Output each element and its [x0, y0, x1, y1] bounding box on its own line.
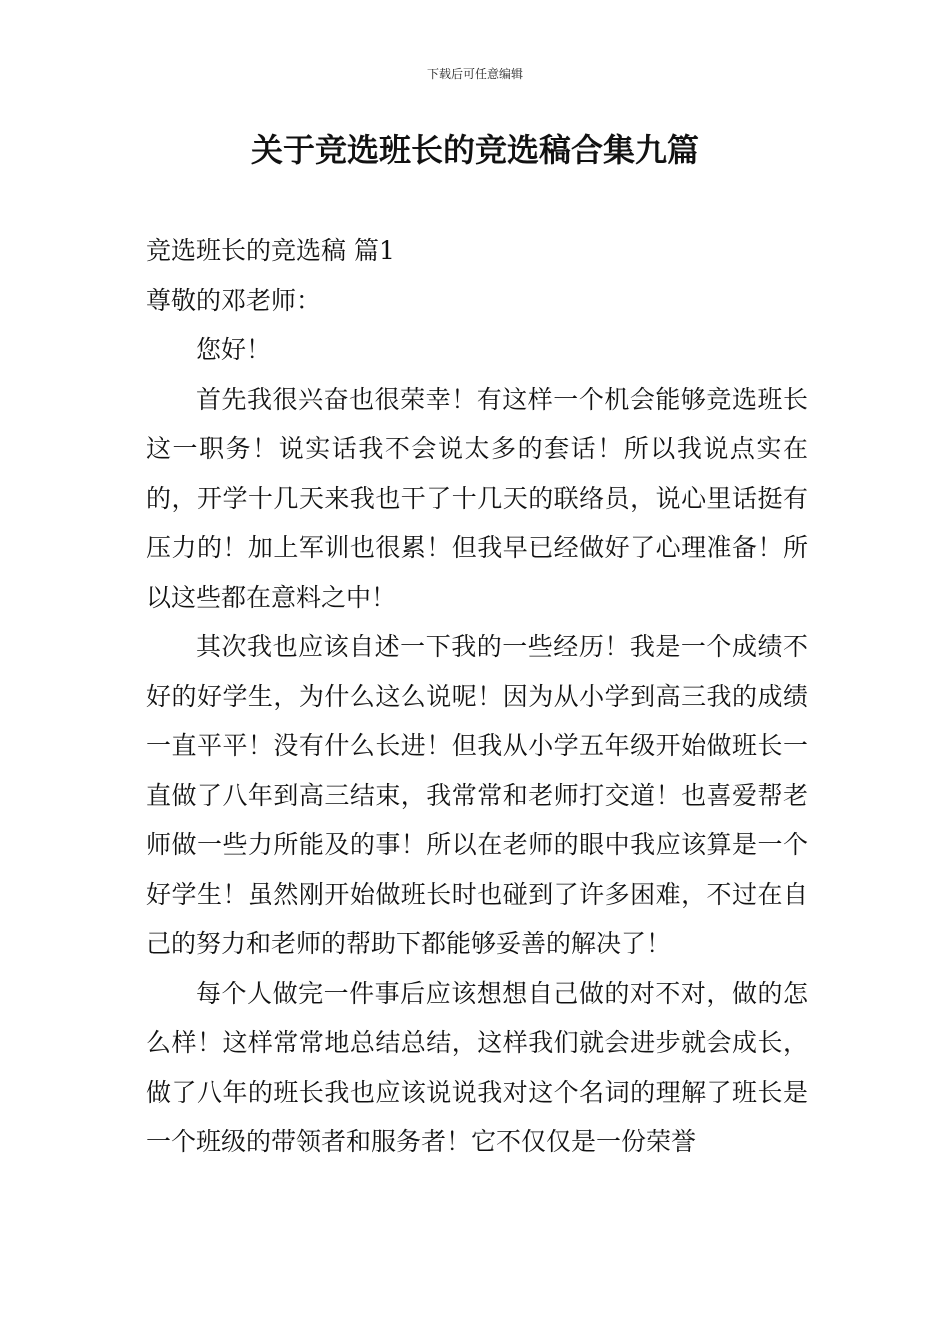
document-title: 关于竞选班长的竞选稿合集九篇: [250, 131, 699, 169]
paragraph: 其次我也应该自述一下我的一些经历！我是一个成绩不好的好学生，为什么这么说呢！因为从小学到高三我的成绩一直平平！没有什么长进！但我从小学五年级开始做班长一直做了八年到高三结束，我常常和老师打交道！也喜爱帮老师做一些力所能及的事！所以在老师的眼中我应该算是一个好学生！虽然刚开始做班长时也碰到了许多困难，不过在自己的努力和老师的帮助下都能够妥善的解决了！: [146, 632, 808, 958]
paragraph: 每个人做完一件事后应该想想自己做的对不对，做的怎么样！这样常常地总结总结，这样我们就会进步就会成长，做了八年的班长我也应该说说我对这个名词的理解了班长是一个班级的带领者和服务者！它不仅仅是一份荣誉: [146, 978, 808, 1156]
salutation: 尊敬的邓老师：: [146, 285, 322, 315]
section-heading: 竞选班长的竞选稿 篇1: [146, 236, 395, 265]
document-body: [146, 226, 808, 1167]
header-note: 下载后可任意编辑: [426, 67, 523, 81]
paragraph: 首先我很兴奋也很荣幸！有这样一个机会能够竞选班长这一职务！说实话我不会说太多的套话！所以我说点实在的，开学十几天来我也干了十几天的联络员，说心里话挺有压力的！加上军训也很累！但我早已经做好了心理准备！所以这些都在意料之中！: [146, 384, 808, 612]
greeting: 您好！: [196, 335, 272, 364]
